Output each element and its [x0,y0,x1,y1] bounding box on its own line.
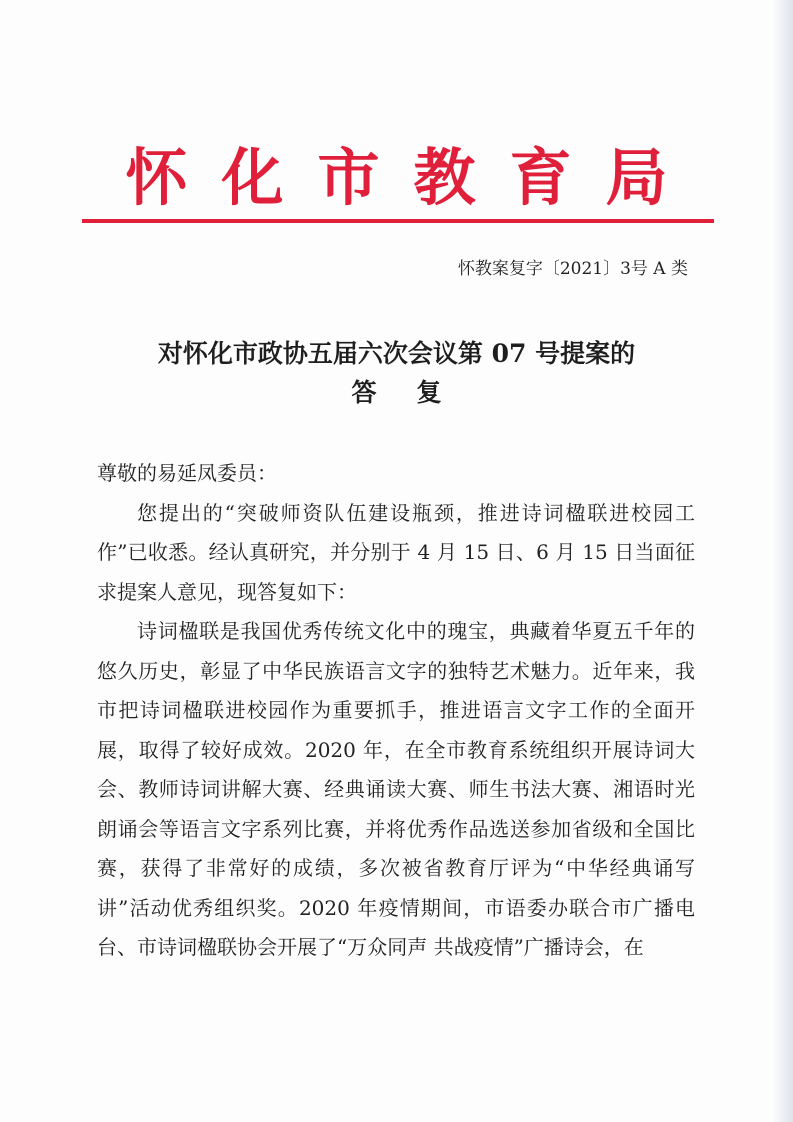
body-paragraph-1: 您提出的“突破师资队伍建设瓶颈，推进诗词楹联进校园工作”已收悉。经认真研究，并分别于 4 月 15 日、6 月 15 日当面征求提案人意见，现答复如下： [97,500,695,604]
document-title-line1: 对怀化市政协五届六次会议第 07 号提案的 [157,339,636,368]
document-title-line2: 答复 [351,378,482,407]
letterhead-org-name: 怀化市教育局 [125,141,702,214]
salutation: 尊敬的易延凤委员： [97,461,277,485]
document-body [97,454,695,968]
letterhead-red-rule [82,219,714,223]
document-number: 怀教案复字〔2021〕3号 A 类 [457,259,688,279]
body-paragraph-2: 诗词楹联是我国优秀传统文化中的瑰宝，典藏着华夏五千年的悠久历史，彰显了中华民族语言文字的独特艺术魅力。近年来，我市把诗词楹联进校园作为重要抓手，推进语言文字工作的全面开展，取得了较好成效。2020 年，在全市教育系统组织开展诗词大会、教师诗词讲解大赛、经典诵读大赛、师生书法大赛、湘语时光朗诵会等语言文字系列比赛，并将优秀作品选送参加省级和全国比赛，获得了非常好的成绩，多次被省教育厅评为“中华经典诵写讲”活动优秀组织奖。2020 年疫情期间，市语委办联合市广播电台、市诗词楹联协会开展了“万众同声 共战疫情”广播诗会，在 [97,619,695,959]
